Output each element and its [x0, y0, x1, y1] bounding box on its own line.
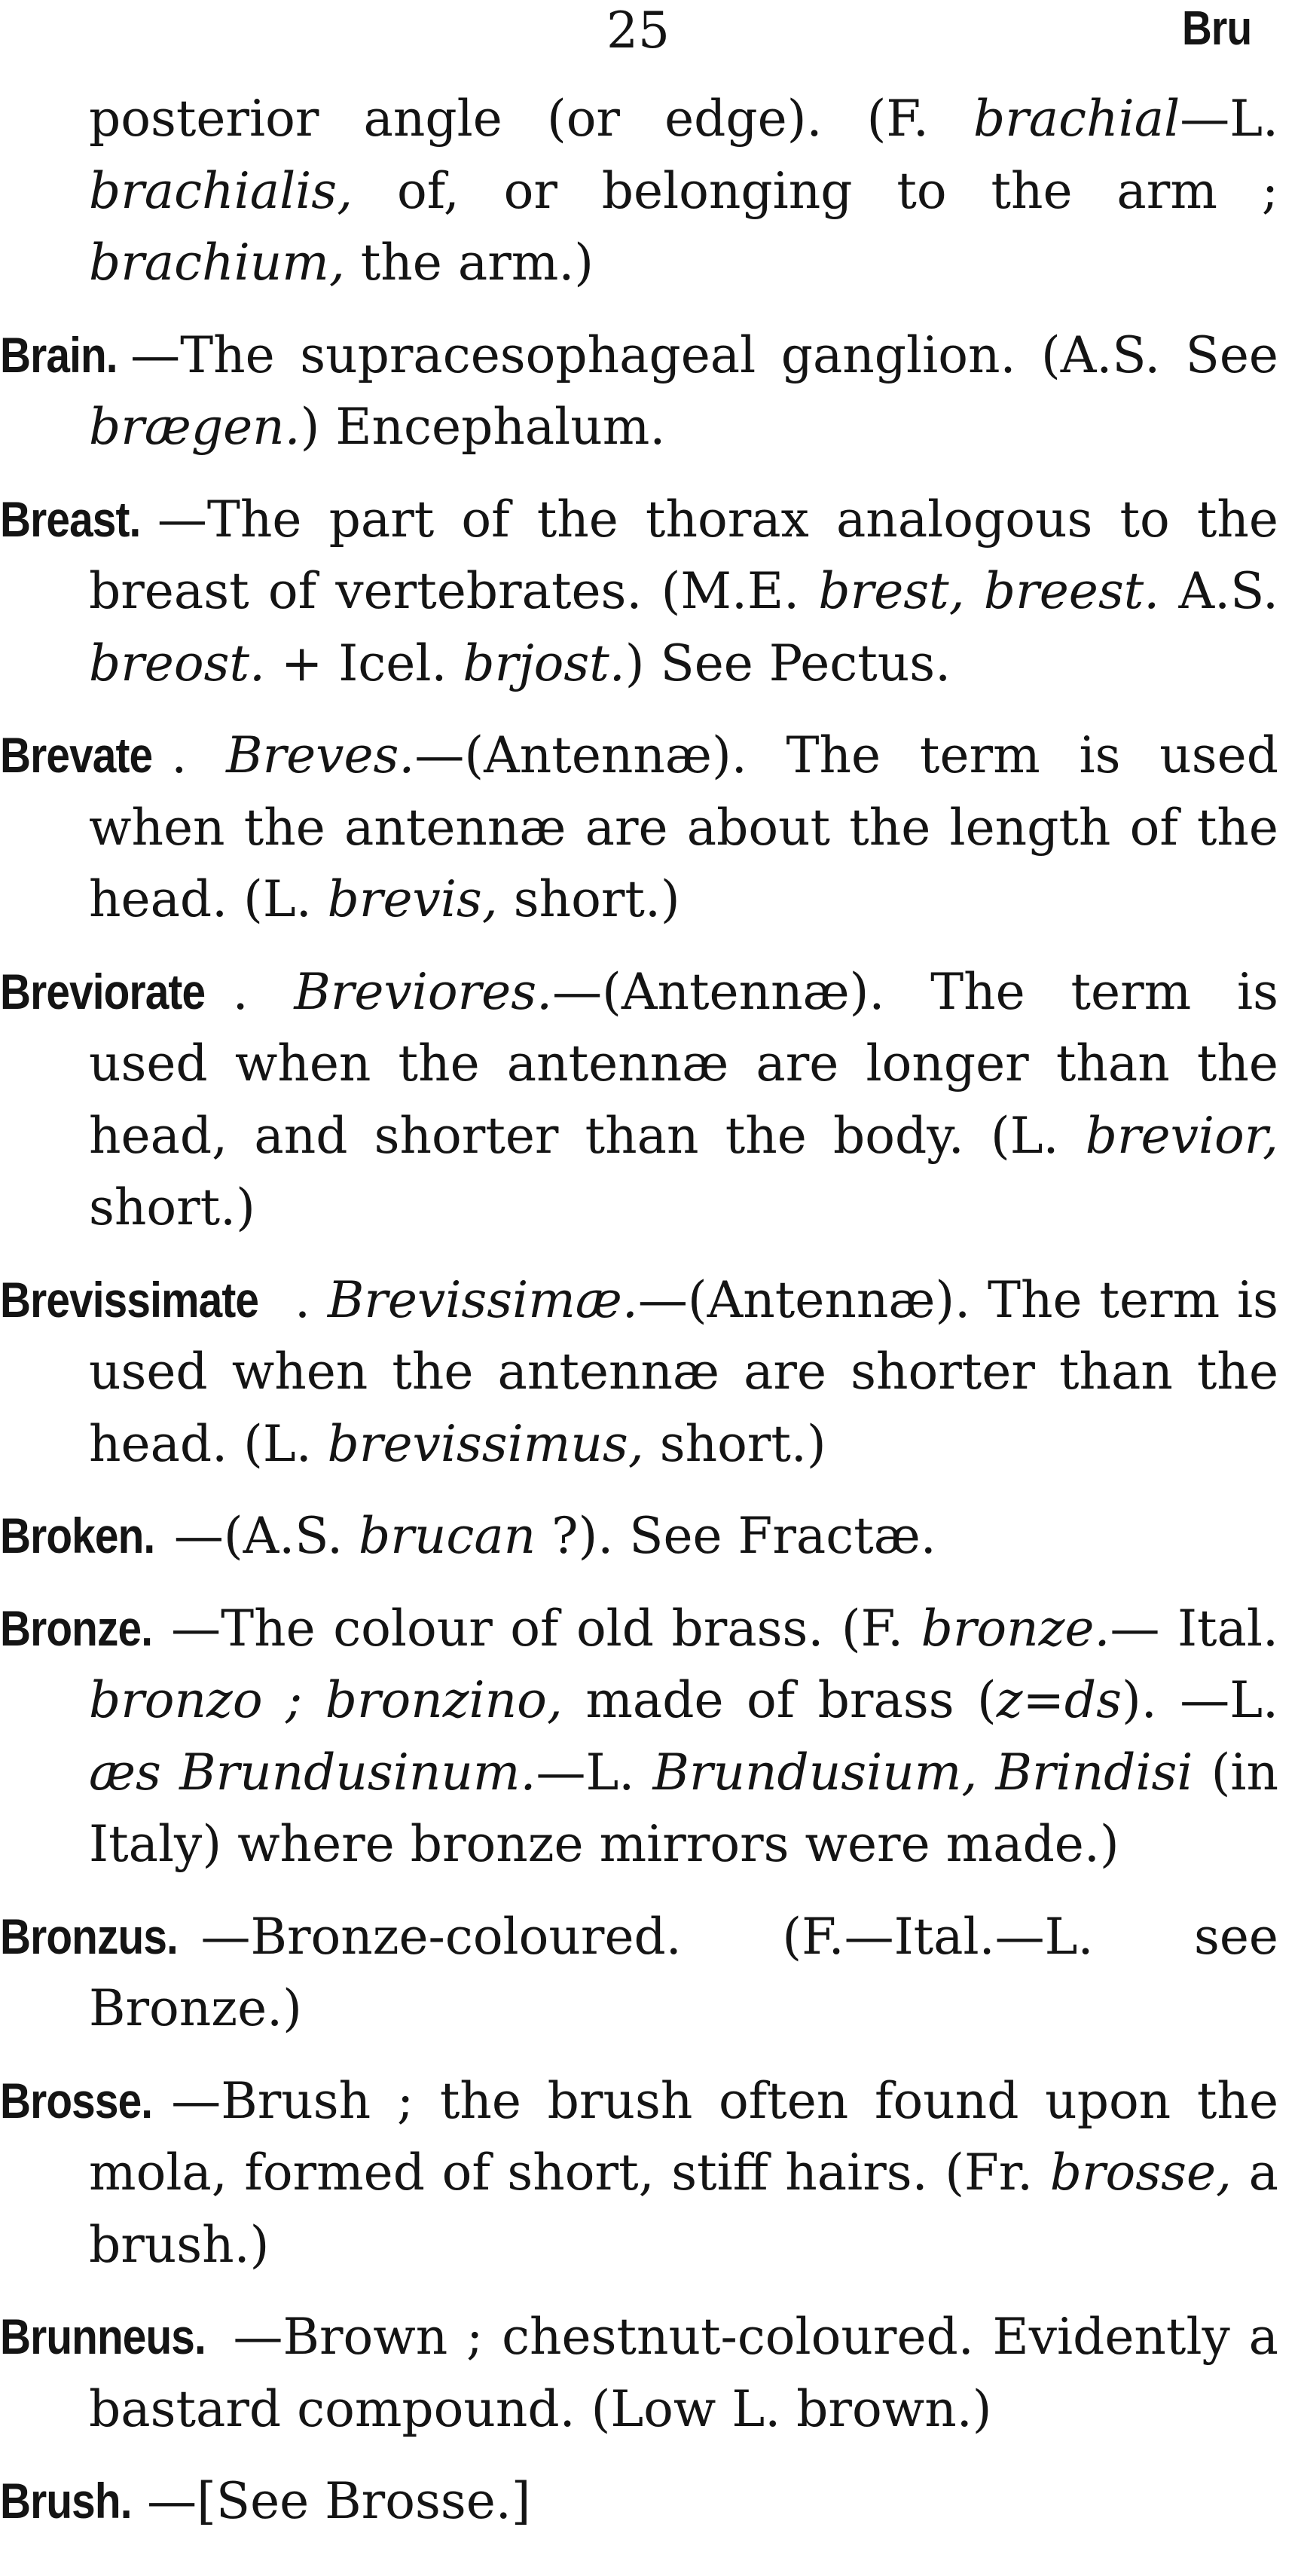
- entry-headword: Breast.: [0, 490, 141, 547]
- dictionary-entry: [0, 1593, 1278, 1881]
- definition-text: short.): [89, 1178, 255, 1236]
- italic-term: breost.: [89, 634, 265, 692]
- definition-text: short.): [497, 870, 680, 928]
- definition-text: posterior angle (or edge). (F.: [89, 90, 973, 148]
- dictionary-entry: [0, 2465, 1278, 2538]
- italic-term: brevissimus,: [327, 1414, 644, 1473]
- entry-headword: Brush.: [0, 2473, 132, 2529]
- page-number: 25: [606, 2, 670, 60]
- continued-entry: [0, 83, 1278, 299]
- definition-text: —The colour of old brass. (F.: [171, 1599, 921, 1658]
- italic-term: z=ds: [996, 1671, 1122, 1729]
- definition-text: —Bronze-coloured. (F.—Ital.—L. see Bronze.): [89, 1907, 1278, 2037]
- dictionary-entry: [0, 484, 1278, 700]
- definition-text: ?). See Fractæ.: [536, 1507, 936, 1565]
- entry-headword: Bronzus.: [0, 1908, 178, 1964]
- italic-term: Brundusium, Brindisi: [652, 1743, 1193, 1801]
- definition-text: made of brass (: [562, 1671, 997, 1729]
- dictionary-entry: [0, 1500, 1278, 1572]
- definition-text: —(Antennæ). The term is used when the antennæ are longer than the head, and shorter than the body. (L.: [89, 962, 1279, 1165]
- entry-headword: Brevissimate: [0, 1271, 259, 1328]
- definition-text: —(A.S.: [173, 1507, 359, 1565]
- definition-text: short.): [643, 1414, 826, 1473]
- entry-headword: Brain.: [0, 326, 118, 383]
- entry-headword: Breviorate: [0, 963, 206, 1019]
- definition-text: + Icel.: [264, 634, 463, 692]
- definition-text: —[See Brosse.]: [147, 2472, 531, 2530]
- definition-text: ). —L.: [1122, 1671, 1279, 1729]
- italic-term: brjost.: [463, 634, 625, 692]
- entry-headword: Brunneus.: [0, 2309, 206, 2364]
- dictionary-entry: [0, 1901, 1278, 2045]
- definition-text: —The supracesophageal ganglion. (A.S. See: [130, 325, 1278, 384]
- definition-text: —(Antennæ). The term is used when the antennæ are about the length of the head. (L.: [89, 726, 1278, 928]
- italic-term: Brevissimæ.: [327, 1270, 638, 1329]
- dictionary-entry: [0, 2301, 1278, 2445]
- dictionary-entry: [0, 2065, 1278, 2281]
- definition-text: the arm.): [344, 234, 594, 292]
- definition-text: .: [295, 1270, 328, 1329]
- italic-term: Breviores.: [294, 962, 553, 1021]
- definition-text: —The part of the thorax analogous to the breast of vertebrates. (M.E.: [89, 490, 1278, 620]
- definition-text: .: [232, 962, 295, 1021]
- definition-text: A.S.: [1159, 562, 1279, 620]
- italic-term: brucan: [359, 1507, 536, 1565]
- definition-text: —L.: [536, 1743, 653, 1801]
- dictionary-entry: [0, 319, 1278, 463]
- italic-term: brachial: [973, 90, 1180, 148]
- italic-term: brachium,: [89, 234, 345, 292]
- italic-term: brægen.: [89, 398, 301, 456]
- definition-text: (in Italy) where bronze mirrors were made.): [89, 1743, 1279, 1873]
- italic-term: Breves.: [226, 726, 415, 784]
- definition-text: ) Encephalum.: [300, 398, 666, 456]
- definition-text: of, or belonging to the arm ;: [353, 161, 1278, 220]
- entry-headword: Broken.: [0, 1508, 155, 1563]
- entry-headword: Brosse.: [0, 2072, 153, 2128]
- dictionary-entry: [0, 720, 1278, 936]
- dictionary-entry: [0, 956, 1278, 1244]
- entry-headword: Brevate: [0, 727, 153, 783]
- italic-term: brest, breest.: [818, 562, 1160, 620]
- definition-text: —Brush ; the brush often found upon the mola, formed of short, stiff hairs. (Fr.: [89, 2071, 1278, 2202]
- running-head: Bru: [1181, 1, 1251, 55]
- entry-headword: Bronze.: [0, 1600, 153, 1656]
- italic-term: brevior,: [1085, 1106, 1278, 1165]
- italic-term: brachialis,: [89, 161, 353, 220]
- dictionary-entry: [0, 1264, 1278, 1481]
- definition-text: —L.: [1180, 90, 1278, 148]
- italic-term: bronze.: [921, 1599, 1110, 1658]
- italic-term: brevis,: [327, 870, 498, 928]
- definition-text: .: [171, 726, 227, 784]
- italic-term: brosse,: [1049, 2144, 1232, 2202]
- definition-text: a brush.): [89, 2144, 1278, 2274]
- page-header: [0, 0, 1278, 83]
- italic-term: bronzo ; bronzino,: [89, 1671, 563, 1729]
- definition-text: —Brown ; chestnut-coloured. Evidently a bastard compound. (Low L. brown.): [89, 2308, 1278, 2438]
- definition-text: — Ital.: [1110, 1599, 1278, 1658]
- definition-text: ) See Pectus.: [625, 634, 951, 692]
- italic-term: æs Brundusinum.: [89, 1743, 536, 1801]
- entry-list: [0, 83, 1278, 2538]
- definition-text: —(Antennæ). The term is used when the antennæ are shorter than the head. (L.: [89, 1270, 1278, 1473]
